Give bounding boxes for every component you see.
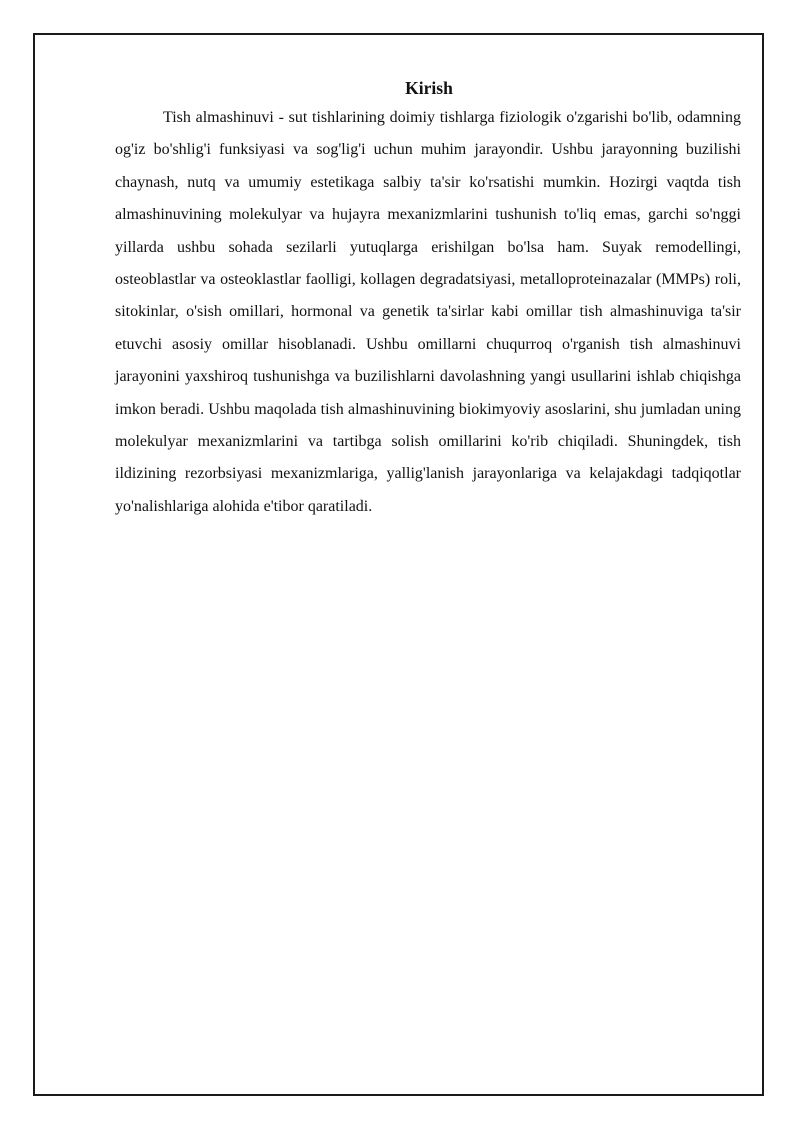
document-body bbox=[115, 74, 741, 523]
intro-paragraph: Tish almashinuvi - sut tishlarining doimiy tishlarga fiziologik o'zgarishi bo'lib, odamning og'iz bo'shlig'i funksiyasi va sog'lig'i uchun muhim jarayondir. Ushbu jarayonning buzilishi chaynash, nutq va umumiy estetikaga salbiy ta'sir ko'rsatishi mumkin. Hozirgi vaqtda tish almashinuvining molekulyar va hujayra mexanizmlarini tushunish to'liq emas, garchi so'nggi yillarda ushbu sohada sezilarli yutuqlarga erishilgan bo'lsa ham. Suyak remodellingi, osteoblastlar va osteoklastlar faolligi, kollagen degradatsiyasi, metalloproteinazalar (MMPs) roli, sitokinlar, o'sish omillari, hormonal va genetik ta'sirlar kabi omillar tish almashinuviga ta'sir etuvchi asosiy omillar hisoblanadi. Ushbu omillarni chuqurroq o'rganish tish almashinuvi jarayonini yaxshiroq tushunishga va buzilishlarni davolashning yangi usullarini ishlab chiqishga imkon beradi. Ushbu maqolada tish almashinuvining biokimyoviy asoslarini, shu jumladan uning molekulyar mexanizmlarini va tartibga solish omillarini ko'rib chiqiladi. Shuningdek, tish ildizining rezorbsiyasi mexanizmlariga, yallig'lanish jarayonlariga va kelajakdagi tadqiqotlar yo'nalishlariga alohida e'tibor qaratiladi. bbox=[115, 109, 741, 515]
section-title: Kirish bbox=[405, 78, 453, 98]
